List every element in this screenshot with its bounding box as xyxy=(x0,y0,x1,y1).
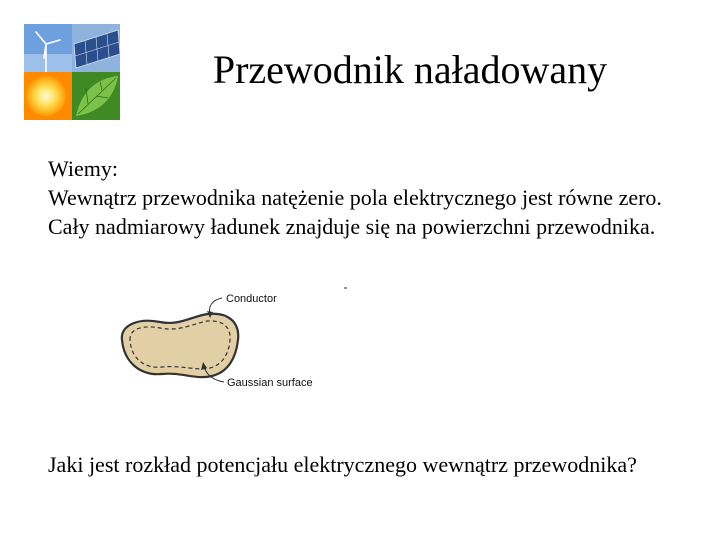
body-line-statement: Wewnątrz przewodnika natężenie pola elektrycznego jest równe zero. Cały nadmiarowy ładunek znajduje się na powierzchni przewodnika. xyxy=(48,185,662,239)
body-line-intro: Wiemy: xyxy=(48,156,118,181)
conductor-diagram xyxy=(100,282,360,402)
question-text: Jaki jest rozkład potencjału elektrycznego wewnątrz przewodnika? xyxy=(48,452,637,477)
renewable-energy-logo-icon xyxy=(24,24,120,120)
body-text xyxy=(48,154,688,241)
slide-title: Przewodnik naładowany xyxy=(212,47,608,92)
gaussian-surface-label: Gaussian surface xyxy=(227,377,313,389)
conductor-label: Conductor xyxy=(226,293,277,305)
